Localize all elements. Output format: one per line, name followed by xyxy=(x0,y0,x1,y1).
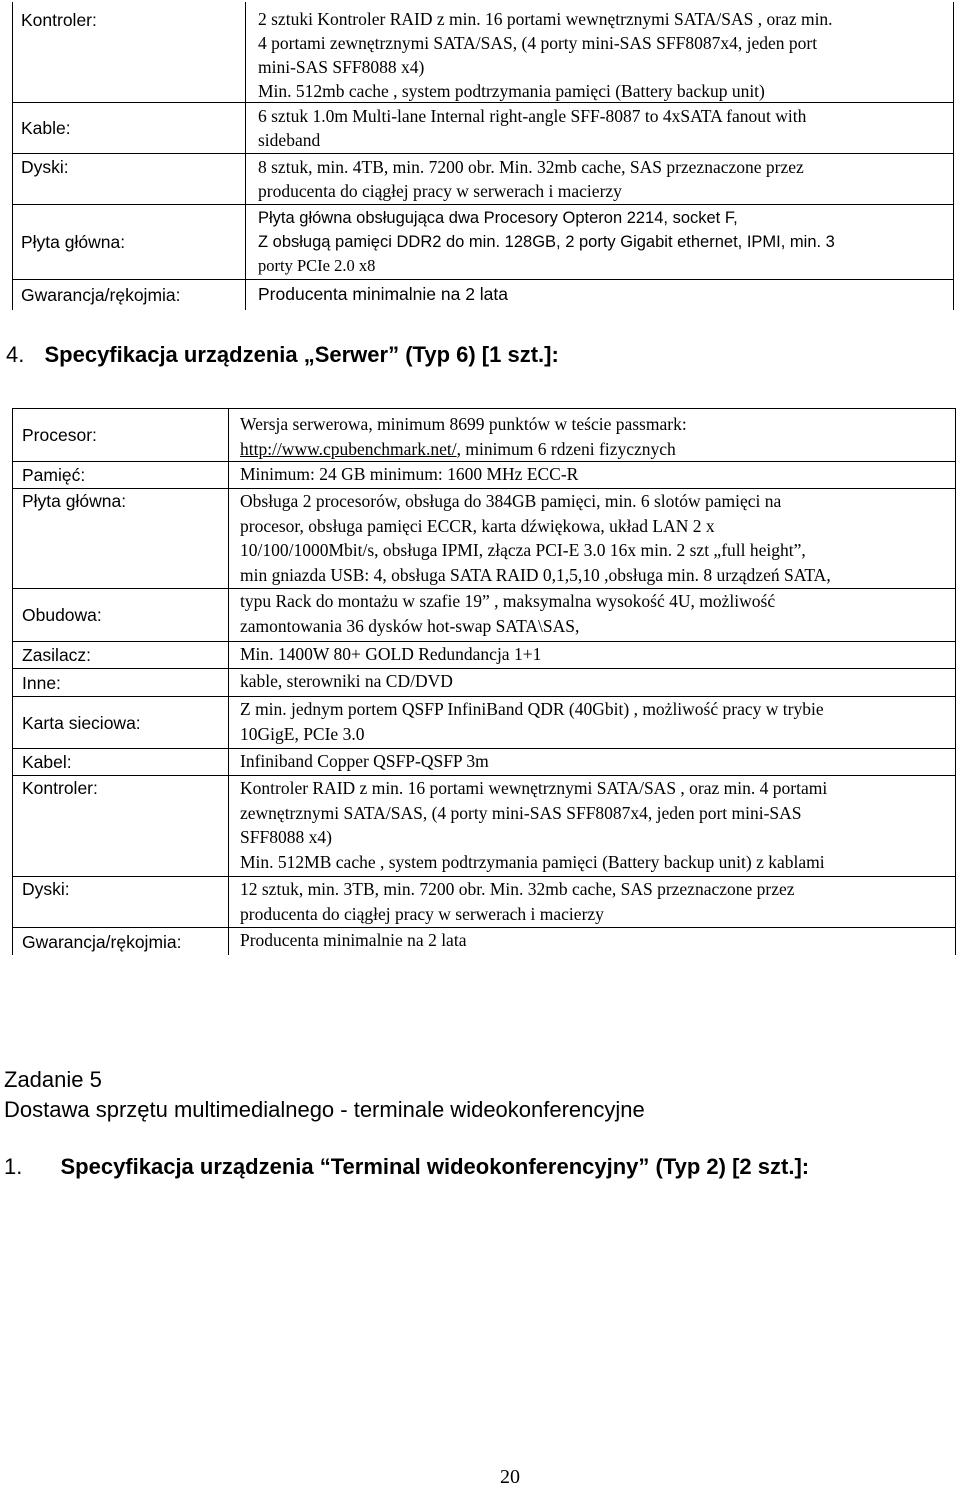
row-label: Procesor: xyxy=(12,409,228,461)
table-row xyxy=(12,927,956,955)
row-label: Kontroler: xyxy=(12,2,245,102)
row-value: Producenta minimalnie na 2 lata xyxy=(245,280,954,310)
row-label: Kontroler: xyxy=(12,776,228,876)
table-row xyxy=(12,588,956,641)
section-heading-terminal: 1. Specyfikacja urządzenia “Terminal wideokonferencyjny” (Typ 2) [2 szt.]: xyxy=(4,1154,810,1179)
table-row xyxy=(12,488,956,588)
row-value: 8 sztuk, min. 4TB, min. 7200 obr. Min. 32mb cache, SAS przeznaczone przez producenta do ciągłej pracy w serwerach i macierzy xyxy=(245,154,954,204)
row-value: kable, sterowniki na CD/DVD xyxy=(228,669,956,696)
row-label: Kabel: xyxy=(12,749,228,775)
row-value: typu Rack do montażu w szafie 19” , maksymalna wysokość 4U, możliwość zamontowania 36 dysków hot-swap SATA\SAS, xyxy=(228,589,956,641)
row-label: Gwarancja/rękojmia: xyxy=(12,280,245,310)
table-row xyxy=(12,876,956,927)
table-row xyxy=(12,461,956,488)
table-row xyxy=(12,748,956,775)
row-value: Min. 1400W 80+ GOLD Redundancja 1+1 xyxy=(228,642,956,668)
row-label: Inne: xyxy=(12,669,228,696)
row-value: Wersja serwerowa, minimum 8699 punktów w teście passmark: http://www.cpubenchmark.net/, minimum 6 rdzeni fizycznych xyxy=(228,409,956,461)
spec-table-controller-continuation xyxy=(12,2,954,310)
table-row xyxy=(12,775,956,876)
row-value: Kontroler RAID z min. 16 portami wewnętrznymi SATA/SAS , oraz min. 4 portami zewnętrznymi SATA/SAS, (4 porty mini-SAS SFF8087x4, jeden port mini-SAS SFF8088 x4) Min. 512MB cache , system podtrzymania pamięci (Battery backup unit) z kablami xyxy=(228,776,956,876)
table-row xyxy=(12,153,954,204)
table-row xyxy=(12,668,956,696)
row-value: 2 sztuki Kontroler RAID z min. 16 portami wewnętrznymi SATA/SAS , oraz min. 4 portami zewnętrznymi SATA/SAS, (4 porty mini-SAS SFF8087x4, jeden port mini-SAS SFF8088 x4) Min. 512mb cache , system podtrzymania pamięci (Battery backup unit) xyxy=(245,2,954,102)
section-heading-text: Specyfikacja urządzenia „Serwer” (Typ 6) [1 szt.]: xyxy=(44,342,559,367)
row-label: Pamięć: xyxy=(12,462,228,488)
row-value: Płyta główna obsługująca dwa Procesory Opteron 2214, socket F, Z obsługą pamięci DDR2 do min. 128GB, 2 porty Gigabit ethernet, IPMI, min. 3 porty PCIe 2.0 x8 xyxy=(245,205,954,279)
row-label: Gwarancja/rękojmia: xyxy=(12,928,228,955)
row-label: Płyta główna: xyxy=(12,489,228,588)
row-value: 6 sztuk 1.0m Multi-lane Internal right-angle SFF-8087 to 4xSATA fanout with sideband xyxy=(245,103,954,153)
section-heading-server: 4. Specyfikacja urządzenia „Serwer” (Typ 6) [1 szt.]: xyxy=(6,342,559,367)
table-row xyxy=(12,641,956,668)
row-label: Kable: xyxy=(12,103,245,153)
table-row xyxy=(12,408,956,461)
row-label: Dyski: xyxy=(12,154,245,204)
row-value: 12 sztuk, min. 3TB, min. 7200 obr. Min. 32mb cache, SAS przeznaczone przez producenta do ciągłej pracy w serwerach i macierzy xyxy=(228,877,956,927)
row-label: Dyski: xyxy=(12,877,228,927)
table-row xyxy=(12,696,956,748)
row-value: Z min. jednym portem QSFP InfiniBand QDR (40Gbit) , możliwość pracy w trybie 10GigE, PCIe 3.0 xyxy=(228,697,956,748)
page-number: 20 xyxy=(500,1466,520,1488)
row-value: Producenta minimalnie na 2 lata xyxy=(228,928,956,955)
row-label: Karta sieciowa: xyxy=(12,697,228,748)
table-row xyxy=(12,204,954,279)
table-row xyxy=(12,102,954,153)
row-label: Zasilacz: xyxy=(12,642,228,668)
section-heading-text: Specyfikacja urządzenia “Terminal wideokonferencyjny” (Typ 2) [2 szt.]: xyxy=(60,1154,810,1179)
task-subtitle: Dostawa sprzętu multimedialnego - terminale wideokonferencyjne xyxy=(4,1097,645,1122)
row-value: Infiniband Copper QSFP-QSFP 3m xyxy=(228,749,956,775)
row-label: Płyta główna: xyxy=(12,205,245,279)
row-value: Obsługa 2 procesorów, obsługa do 384GB pamięci, min. 6 slotów pamięci na procesor, obsługa pamięci ECCR, karta dźwiękowa, układ LAN 2 x 10/100/1000Mbit/s, obsługa IPMI, złącza PCI-E 3.0 16x min. 2 szt „full height”, min gniazda USB: 4, obsługa SATA RAID 0,1,5,10 ,obsługa min. 8 urządzeń SATA, xyxy=(228,489,956,588)
task-title: Zadanie 5 xyxy=(4,1067,102,1092)
passmark-link[interactable]: http://www.cpubenchmark.net/ xyxy=(240,438,457,459)
table-row xyxy=(12,2,954,102)
spec-table-server xyxy=(12,408,956,955)
row-label: Obudowa: xyxy=(12,589,228,641)
table-row xyxy=(12,279,954,310)
row-value: Minimum: 24 GB minimum: 1600 MHz ECC-R xyxy=(228,462,956,488)
